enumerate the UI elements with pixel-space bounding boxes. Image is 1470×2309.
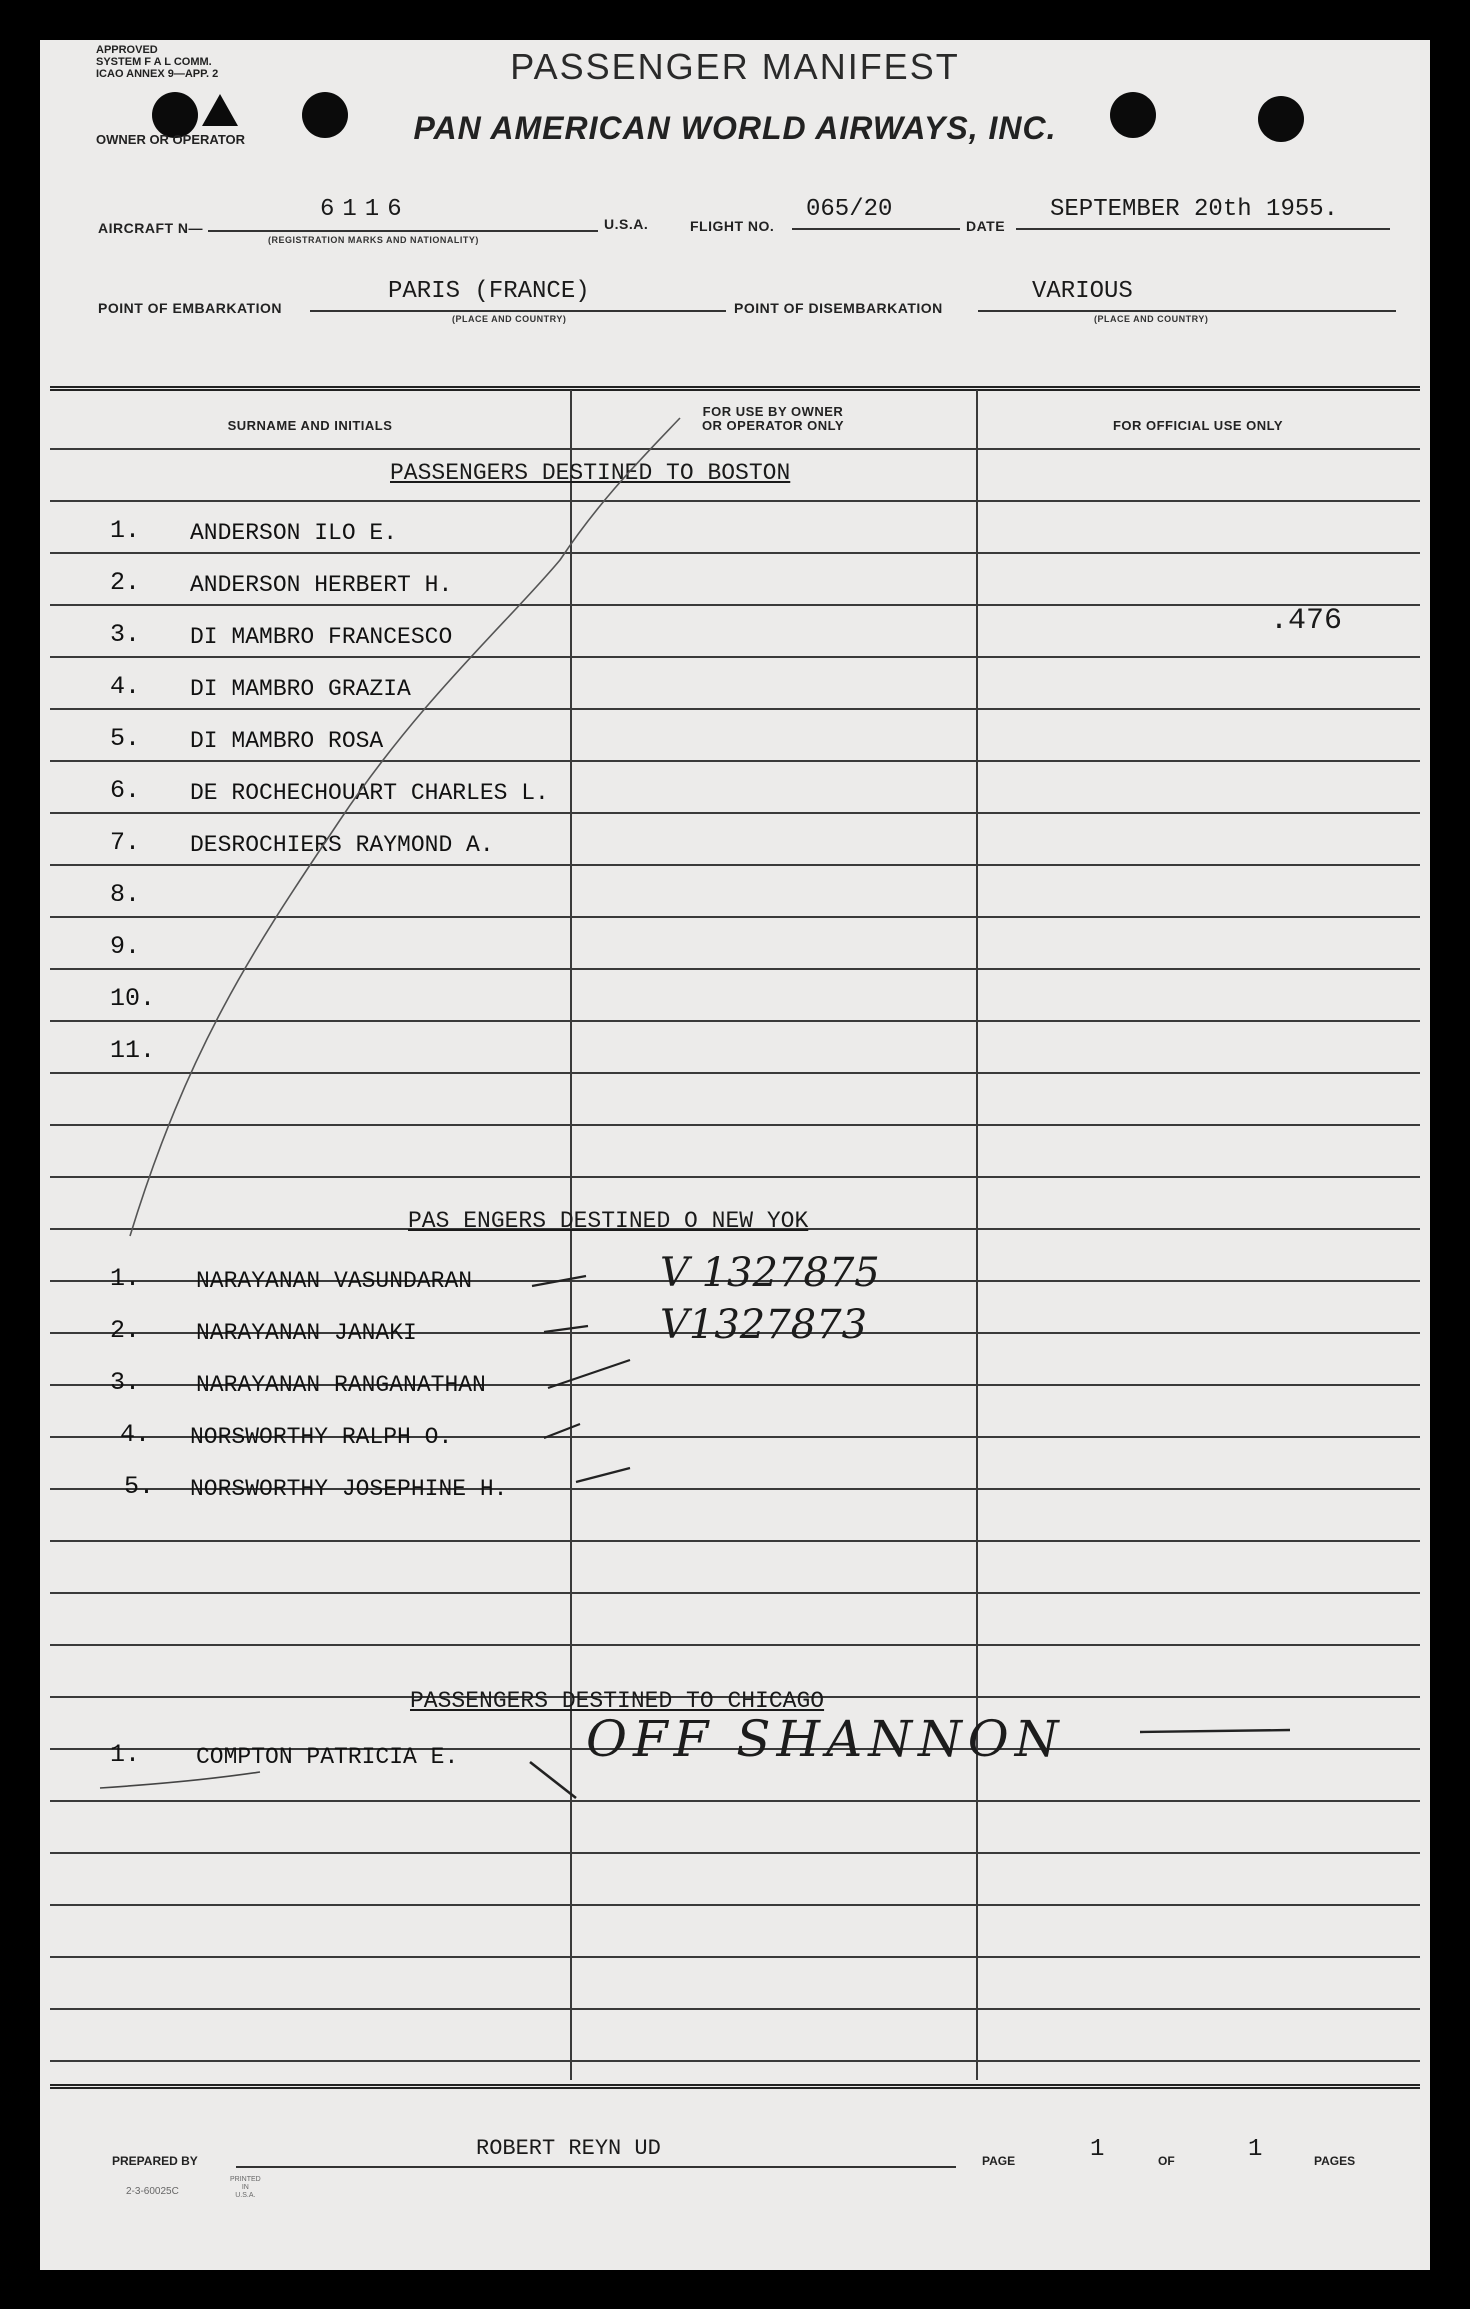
prepared-by-label: PREPARED BY: [112, 2154, 198, 2168]
printed-in-usa: PRINTED IN U.S.A.: [230, 2176, 261, 2199]
form-title: PASSENGER MANIFEST: [510, 46, 960, 87]
flight-label: FLIGHT NO.: [690, 218, 775, 234]
passenger-name: NARAYANAN RANGANATHAN: [196, 1372, 486, 1398]
column-header-official: FOR OFFICIAL USE ONLY: [1112, 418, 1284, 433]
form-code: 2-3-60025C: [126, 2186, 179, 2197]
section-new-york: PAS ENGERS DESTINED O NEW YOK: [408, 1208, 809, 1234]
passenger-name: DI MAMBRO FRANCESCO: [190, 624, 453, 650]
row-number: 5.: [110, 724, 141, 753]
passport-number: V1327873: [660, 1302, 868, 1348]
passenger-name: ANDERSON HERBERT H.: [190, 572, 453, 598]
passenger-name: COMPTON PATRICIA E.: [196, 1744, 459, 1770]
row-number: 1.: [110, 516, 141, 545]
row-number: 1.: [110, 1740, 141, 1769]
column-header-surname: SURNAME AND INITIALS: [227, 418, 393, 433]
embark-place-sublabel: (PLACE AND COUNTRY): [452, 314, 567, 324]
manifest-sheet: [40, 40, 1430, 2270]
page-number: 1: [1090, 2136, 1105, 2163]
pen-marks: [40, 40, 1430, 2270]
passenger-name: DESROCHIERS RAYMOND A.: [190, 832, 494, 858]
page-total: 1: [1248, 2136, 1263, 2163]
row-number: 2.: [110, 568, 141, 597]
disembarkation-label: POINT OF DISEMBARKATION: [734, 300, 943, 316]
pages-label: PAGES: [1314, 2154, 1356, 2168]
row-number: 7.: [110, 828, 141, 857]
section-chicago: PASSENGERS DESTINED TO CHICAGO: [410, 1688, 825, 1714]
row-number: 11.: [110, 1036, 156, 1065]
disembarkation-value: VARIOUS: [1032, 278, 1133, 305]
handwritten-note: OFF SHANNON: [586, 1710, 1065, 1768]
passenger-name: NARAYANAN JANAKI: [196, 1320, 417, 1346]
column-header-owner: FOR USE BY OWNER OR OPERATOR ONLY: [701, 404, 845, 433]
row-number: 2.: [110, 1316, 141, 1345]
registration-sublabel: (REGISTRATION MARKS AND NATIONALITY): [268, 235, 479, 245]
row-number: 3.: [110, 1368, 141, 1397]
airline-name: PAN AMERICAN WORLD AIRWAYS, INC.: [413, 110, 1057, 146]
passenger-name: NARAYANAN VASUNDARAN: [196, 1268, 473, 1294]
row-number: 1.: [110, 1264, 141, 1293]
embarkation-label: POINT OF EMBARKATION: [98, 300, 282, 316]
row-number: 5.: [124, 1472, 155, 1501]
usa-label: U.S.A.: [604, 216, 649, 232]
approval-stamp: APPROVED SYSTEM F A L COMM. ICAO ANNEX 9—APP. 2: [96, 44, 219, 80]
owner-operator-label: OWNER OR OPERATOR: [96, 132, 246, 147]
of-label: OF: [1158, 2154, 1175, 2168]
passenger-name: NORSWORTHY RALPH O.: [190, 1424, 453, 1450]
official-use-number: .476: [1270, 604, 1343, 638]
flight-value: 065/20: [806, 196, 893, 223]
passenger-name: DI MAMBRO ROSA: [190, 728, 384, 754]
date-value: SEPTEMBER 20th 1955.: [1050, 196, 1339, 223]
disembark-place-sublabel: (PLACE AND COUNTRY): [1094, 314, 1209, 324]
aircraft-label: AIRCRAFT N—: [98, 220, 204, 236]
section-boston: PASSENGERS DESTINED TO BOSTON: [390, 460, 791, 486]
embarkation-value: PARIS (FRANCE): [388, 278, 590, 305]
row-number: 10.: [110, 984, 156, 1013]
passenger-name: DI MAMBRO GRAZIA: [190, 676, 411, 702]
row-number: 4.: [110, 672, 141, 701]
aircraft-value: 6116: [320, 196, 410, 223]
passport-number: V 1327875: [660, 1250, 880, 1296]
row-number: 8.: [110, 880, 141, 909]
passenger-name: ANDERSON ILO E.: [190, 520, 398, 546]
passenger-name: NORSWORTHY JOSEPHINE H.: [190, 1476, 508, 1502]
row-number: 4.: [120, 1420, 151, 1449]
row-number: 9.: [110, 932, 141, 961]
prepared-by-value: ROBERT REYN UD: [476, 2136, 661, 2161]
row-number: 3.: [110, 620, 141, 649]
date-label: DATE: [966, 218, 1006, 234]
row-number: 6.: [110, 776, 141, 805]
page-label: PAGE: [982, 2154, 1016, 2168]
passenger-name: DE ROCHECHOUART CHARLES L.: [190, 780, 549, 806]
